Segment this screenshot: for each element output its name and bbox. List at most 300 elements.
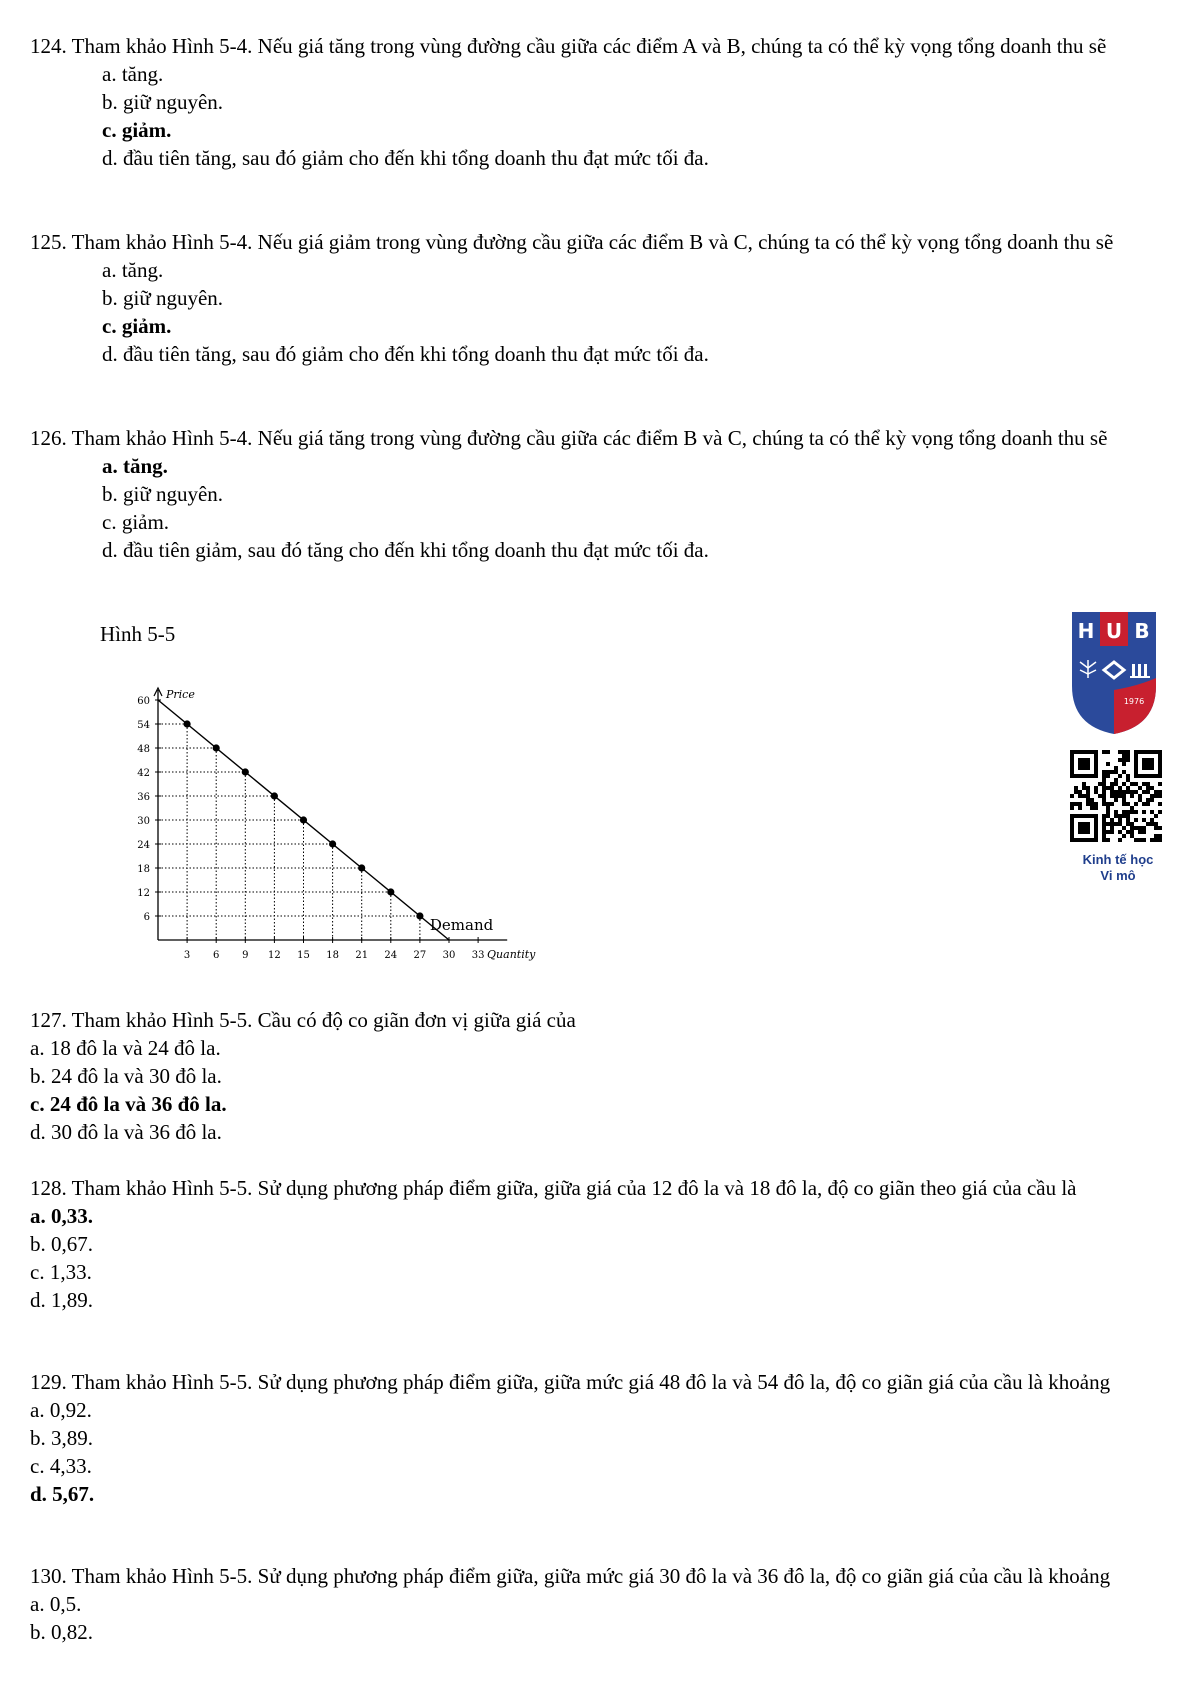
qr-module (1106, 802, 1110, 806)
qr-module (1126, 822, 1130, 826)
y-tick-label: 18 (137, 864, 150, 875)
qr-module (1106, 814, 1110, 818)
logo-letter-h: H (1077, 619, 1095, 643)
x-tick-label: 12 (268, 950, 281, 961)
qr-module (1146, 782, 1150, 786)
qr-module (1086, 802, 1090, 806)
qr-module (1110, 794, 1114, 798)
qr-module (1078, 766, 1082, 770)
y-tick-label: 60 (137, 696, 150, 707)
qr-module (1126, 802, 1130, 806)
qr-module (1138, 794, 1142, 798)
x-tick-label: 33 (471, 950, 485, 961)
qr-module (1078, 822, 1082, 826)
x-tick-label: 9 (242, 950, 249, 961)
qr-module (1074, 790, 1078, 794)
qr-module (1070, 762, 1074, 766)
qr-module (1146, 802, 1150, 806)
x-tick-label: 3 (183, 950, 191, 961)
qr-module (1130, 826, 1134, 830)
qr-module (1150, 758, 1154, 762)
qr-module (1114, 822, 1118, 826)
qr-module (1154, 838, 1158, 842)
qr-module (1082, 830, 1086, 834)
qr-module (1142, 762, 1146, 766)
qr-module (1122, 814, 1126, 818)
qr-module (1098, 782, 1102, 786)
qr-module (1126, 750, 1130, 754)
qr-module (1114, 814, 1118, 818)
qr-module (1086, 790, 1090, 794)
option-d: d. 1,89. (30, 1288, 93, 1312)
qr-module (1070, 822, 1074, 826)
question-128 (30, 1174, 1170, 1314)
qr-module (1094, 758, 1098, 762)
qr-module (1094, 834, 1098, 838)
qr-module (1134, 762, 1138, 766)
option-a-answer: a. 0,33. (30, 1204, 93, 1228)
qr-module (1078, 830, 1082, 834)
qr-module (1146, 798, 1150, 802)
qr-module (1134, 838, 1138, 842)
qr-module (1114, 794, 1118, 798)
qr-module (1086, 826, 1090, 830)
qr-module (1122, 810, 1126, 814)
qr-module (1110, 818, 1114, 822)
qr-module (1074, 786, 1078, 790)
qr-module (1154, 814, 1158, 818)
qr-module (1070, 802, 1074, 806)
qr-module (1122, 758, 1126, 762)
qr-module (1082, 782, 1086, 786)
qr-module (1122, 826, 1126, 830)
qr-module (1102, 778, 1106, 782)
option-d: d. 30 đô la và 36 đô la. (30, 1120, 222, 1144)
qr-module (1150, 794, 1154, 798)
option-b: b. giữ nguyên. (102, 90, 224, 114)
qr-module (1150, 838, 1154, 842)
qr-module (1126, 790, 1130, 794)
demand-point (329, 840, 336, 847)
y-tick-label: 36 (137, 792, 150, 803)
qr-module (1078, 758, 1082, 762)
qr-module (1082, 774, 1086, 778)
qr-module (1134, 802, 1138, 806)
y-axis-label: Price (166, 688, 195, 701)
qr-module (1070, 754, 1074, 758)
course-line-1: Kinh tế học (1082, 852, 1154, 867)
qr-module (1158, 766, 1162, 770)
qr-module (1150, 822, 1154, 826)
qr-module (1122, 798, 1126, 802)
qr-module (1094, 822, 1098, 826)
qr-module (1138, 830, 1142, 834)
qr-module (1150, 762, 1154, 766)
question-stem: 130. Tham khảo Hình 5-5. Sử dụng phương pháp điểm giữa, giữa mức giá 30 đô la và 36 đô la, độ co giãn giá của cầu là khoảng (30, 1564, 1111, 1588)
question-stem: 129. Tham khảo Hình 5-5. Sử dụng phương pháp điểm giữa, giữa mức giá 48 đô la và 54 đô la, độ co giãn giá của cầu là khoảng (30, 1370, 1111, 1394)
qr-module (1070, 806, 1074, 810)
qr-module (1126, 758, 1130, 762)
option-c-answer: c. giảm. (102, 314, 172, 338)
qr-module (1086, 830, 1090, 834)
option-b: b. giữ nguyên. (102, 286, 224, 310)
qr-module (1122, 754, 1126, 758)
qr-module (1102, 798, 1106, 802)
demand-point (271, 792, 278, 799)
demand-point (213, 744, 220, 751)
qr-module (1150, 810, 1154, 814)
qr-module (1130, 782, 1134, 786)
qr-module (1086, 774, 1090, 778)
qr-module (1078, 774, 1082, 778)
qr-module (1130, 794, 1134, 798)
qr-module (1094, 818, 1098, 822)
qr-module (1158, 762, 1162, 766)
qr-module (1078, 794, 1082, 798)
qr-module (1082, 758, 1086, 762)
qr-module (1146, 786, 1150, 790)
qr-module (1154, 822, 1158, 826)
demand-point (242, 768, 249, 775)
question-126 (30, 424, 1170, 564)
qr-module (1138, 826, 1142, 830)
y-tick-label: 6 (143, 912, 150, 923)
course-label (1060, 852, 1176, 884)
qr-module (1122, 762, 1126, 766)
qr-module (1106, 822, 1110, 826)
qr-module (1070, 770, 1074, 774)
qr-module (1158, 782, 1162, 786)
qr-module (1074, 838, 1078, 842)
qr-module (1118, 822, 1122, 826)
qr-module (1110, 826, 1114, 830)
qr-module (1142, 830, 1146, 834)
qr-module (1130, 790, 1134, 794)
qr-module (1094, 754, 1098, 758)
qr-module (1138, 838, 1142, 842)
qr-module (1078, 814, 1082, 818)
qr-module (1082, 762, 1086, 766)
x-tick-label: 6 (213, 950, 220, 961)
qr-module (1078, 838, 1082, 842)
qr-module (1106, 762, 1110, 766)
y-tick-label: 42 (137, 768, 150, 779)
qr-module (1070, 826, 1074, 830)
option-d: d. đầu tiên tăng, sau đó giảm cho đến khi tổng doanh thu đạt mức tối đa. (102, 146, 709, 170)
qr-module (1122, 790, 1126, 794)
qr-module (1114, 782, 1118, 786)
qr-module (1102, 774, 1106, 778)
qr-module (1082, 838, 1086, 842)
qr-module (1158, 774, 1162, 778)
qr-module (1122, 834, 1126, 838)
qr-module (1086, 750, 1090, 754)
qr-module (1126, 778, 1130, 782)
qr-module (1106, 786, 1110, 790)
demand-label: Demand (429, 916, 494, 934)
qr-module (1070, 774, 1074, 778)
option-a: a. tăng. (102, 258, 164, 282)
qr-module (1110, 830, 1114, 834)
qr-module (1090, 814, 1094, 818)
qr-module (1126, 814, 1130, 818)
question-stem: 128. Tham khảo Hình 5-5. Sử dụng phương pháp điểm giữa, giữa giá của 12 đô la và 18 đô la, độ co giãn theo giá của cầu là (30, 1176, 1077, 1200)
qr-module (1094, 770, 1098, 774)
qr-module (1078, 826, 1082, 830)
qr-module (1110, 770, 1114, 774)
logo-year: 1976 (1123, 697, 1145, 706)
qr-module (1154, 794, 1158, 798)
qr-module (1070, 766, 1074, 770)
qr-module (1078, 802, 1082, 806)
qr-module (1070, 818, 1074, 822)
option-b: b. 24 đô la và 30 đô la. (30, 1064, 222, 1088)
qr-module (1070, 758, 1074, 762)
qr-module (1126, 774, 1130, 778)
question-stem: 125. Tham khảo Hình 5-4. Nếu giá giảm trong vùng đường cầu giữa các điểm B và C, chúng ta có thể kỳ vọng tổng doanh thu sẽ (30, 230, 1114, 254)
qr-module (1118, 786, 1122, 790)
y-tick-label: 30 (137, 816, 150, 827)
option-d: d. đầu tiên tăng, sau đó giảm cho đến khi tổng doanh thu đạt mức tối đa. (102, 342, 709, 366)
qr-module (1106, 770, 1110, 774)
qr-module (1090, 838, 1094, 842)
qr-module (1122, 782, 1126, 786)
logo-building-icon (1130, 664, 1150, 678)
qr-module (1122, 770, 1126, 774)
qr-module (1118, 750, 1122, 754)
qr-module (1122, 750, 1126, 754)
qr-module (1134, 782, 1138, 786)
qr-module (1138, 750, 1142, 754)
qr-module (1146, 758, 1150, 762)
qr-module (1070, 750, 1074, 754)
qr-module (1134, 750, 1138, 754)
qr-module (1126, 818, 1130, 822)
qr-module (1074, 774, 1078, 778)
qr-module (1158, 810, 1162, 814)
qr-module (1142, 818, 1146, 822)
qr-module (1118, 758, 1122, 762)
qr-module (1082, 750, 1086, 754)
question-125 (30, 228, 1170, 368)
qr-module (1154, 750, 1158, 754)
qr-module (1090, 802, 1094, 806)
option-c: c. 4,33. (30, 1454, 92, 1478)
figure-title: Hình 5-5 (100, 622, 176, 646)
x-tick-label: 21 (355, 950, 369, 961)
qr-module (1086, 758, 1090, 762)
qr-module (1086, 766, 1090, 770)
x-tick-label: 30 (442, 950, 456, 961)
qr-module (1146, 750, 1150, 754)
qr-module (1082, 786, 1086, 790)
qr-module (1134, 774, 1138, 778)
qr-module (1158, 754, 1162, 758)
qr-module (1126, 754, 1130, 758)
qr-module (1134, 818, 1138, 822)
option-a-answer: a. tăng. (102, 454, 168, 478)
option-a: a. tăng. (102, 62, 164, 86)
y-tick-label: 54 (137, 720, 150, 731)
option-b: b. 0,67. (30, 1232, 93, 1256)
option-d-answer: d. 5,67. (30, 1482, 95, 1506)
course-line-2: Vi mô (1100, 868, 1136, 883)
qr-module (1094, 806, 1098, 810)
qr-module (1102, 782, 1106, 786)
qr-module (1070, 834, 1074, 838)
option-c: c. 1,33. (30, 1260, 92, 1284)
qr-module (1102, 830, 1106, 834)
qr-module (1158, 770, 1162, 774)
qr-module (1110, 782, 1114, 786)
y-tick-label: 12 (137, 888, 150, 899)
qr-module (1078, 806, 1082, 810)
qr-module (1110, 822, 1114, 826)
qr-module (1114, 766, 1118, 770)
option-b: b. giữ nguyên. (102, 482, 224, 506)
qr-module (1086, 786, 1090, 790)
question-127 (30, 1006, 1170, 1146)
qr-module (1094, 774, 1098, 778)
qr-module (1094, 766, 1098, 770)
qr-module (1098, 794, 1102, 798)
question-stem: 126. Tham khảo Hình 5-4. Nếu giá tăng trong vùng đường cầu giữa các điểm B và C, chúng ta có thể kỳ vọng tổng doanh thu sẽ (30, 426, 1108, 450)
qr-module (1114, 790, 1118, 794)
qr-module (1126, 810, 1130, 814)
qr-module (1154, 826, 1158, 830)
qr-module (1094, 790, 1098, 794)
qr-module (1102, 834, 1106, 838)
qr-module (1082, 766, 1086, 770)
option-a: a. 0,92. (30, 1398, 92, 1422)
qr-module (1142, 766, 1146, 770)
qr-module (1082, 826, 1086, 830)
qr-module (1106, 774, 1110, 778)
qr-module (1090, 798, 1094, 802)
qr-module (1158, 750, 1162, 754)
qr-module (1102, 786, 1106, 790)
qr-module (1158, 834, 1162, 838)
qr-module (1138, 798, 1142, 802)
qr-module (1110, 786, 1114, 790)
qr-module (1086, 762, 1090, 766)
demand-point (358, 864, 365, 871)
qr-module (1078, 762, 1082, 766)
qr-module (1146, 774, 1150, 778)
x-tick-label: 27 (413, 950, 427, 961)
option-a: a. 0,5. (30, 1592, 82, 1616)
qr-module (1110, 790, 1114, 794)
qr-module (1094, 786, 1098, 790)
demand-point (387, 888, 394, 895)
qr-module (1150, 766, 1154, 770)
qr-module (1146, 822, 1150, 826)
qr-module (1102, 814, 1106, 818)
qr-module (1154, 834, 1158, 838)
hub-logo (1068, 608, 1160, 738)
qr-module (1110, 802, 1114, 806)
qr-module (1094, 838, 1098, 842)
qr-module (1142, 750, 1146, 754)
qr-module (1102, 794, 1106, 798)
qr-module (1074, 814, 1078, 818)
qr-module (1094, 830, 1098, 834)
qr-module (1086, 798, 1090, 802)
qr-module (1114, 810, 1118, 814)
qr-module (1094, 750, 1098, 754)
option-c-answer: c. giảm. (102, 118, 172, 142)
qr-module (1082, 814, 1086, 818)
qr-module (1078, 750, 1082, 754)
qr-module (1070, 830, 1074, 834)
qr-module (1142, 802, 1146, 806)
qr-module (1138, 774, 1142, 778)
qr-module (1146, 766, 1150, 770)
qr-module (1130, 834, 1134, 838)
qr-module (1142, 826, 1146, 830)
qr-module (1090, 806, 1094, 810)
qr-module (1154, 790, 1158, 794)
qr-module (1102, 750, 1106, 754)
qr-module (1102, 826, 1106, 830)
option-b: b. 0,82. (30, 1620, 93, 1644)
qr-module (1142, 838, 1146, 842)
qr-module (1142, 810, 1146, 814)
option-c-answer: c. 24 đô la và 36 đô la. (30, 1092, 227, 1116)
qr-module (1070, 838, 1074, 842)
option-a: a. 18 đô la và 24 đô la. (30, 1036, 221, 1060)
qr-module (1074, 802, 1078, 806)
qr-module (1158, 790, 1162, 794)
qr-module (1142, 790, 1146, 794)
qr-module (1126, 830, 1130, 834)
qr-module (1114, 770, 1118, 774)
qr-module (1134, 790, 1138, 794)
x-tick-label: 24 (384, 950, 398, 961)
qr-module (1086, 822, 1090, 826)
qr-module (1106, 830, 1110, 834)
qr-module (1106, 806, 1110, 810)
qr-module (1158, 794, 1162, 798)
qr-module (1070, 794, 1074, 798)
qr-module (1114, 778, 1118, 782)
qr-module (1134, 770, 1138, 774)
demand-point (184, 720, 191, 727)
qr-module (1118, 794, 1122, 798)
qr-module (1102, 818, 1106, 822)
demand-chart (118, 640, 558, 970)
qr-module (1142, 758, 1146, 762)
qr-module (1118, 774, 1122, 778)
qr-module (1102, 790, 1106, 794)
qr-module (1158, 826, 1162, 830)
qr-module (1130, 830, 1134, 834)
qr-module (1094, 826, 1098, 830)
qr-module (1122, 802, 1126, 806)
qr-code-icon (1070, 750, 1162, 842)
demand-point (300, 816, 307, 823)
qr-module (1086, 814, 1090, 818)
qr-module (1102, 802, 1106, 806)
logo-letter-b: B (1134, 619, 1150, 643)
option-c: c. giảm. (102, 510, 170, 534)
qr-module (1158, 758, 1162, 762)
qr-module (1118, 830, 1122, 834)
qr-module (1106, 750, 1110, 754)
qr-module (1142, 774, 1146, 778)
question-130 (30, 1562, 1170, 1646)
question-stem: 127. Tham khảo Hình 5-5. Cầu có độ co giãn đơn vị giữa giá của (30, 1008, 576, 1032)
